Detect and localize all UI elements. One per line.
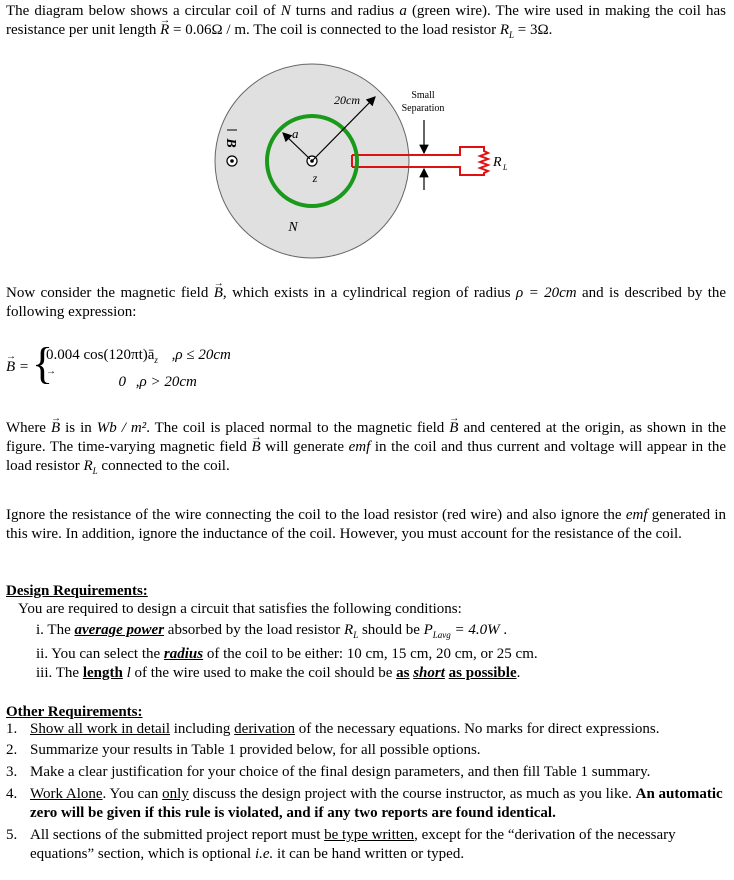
symbol-R-bar: → R <box>160 22 169 38</box>
where-text: Where <box>6 420 46 436</box>
list-item <box>6 741 728 760</box>
item-text: including <box>169 721 235 737</box>
rho-value: ρ = 20cm <box>515 285 577 301</box>
case2-cond: ,ρ > 20cm <box>135 374 197 390</box>
item-text: The <box>47 622 71 638</box>
design-item-iii <box>36 664 726 683</box>
label-20cm: 20cm <box>334 93 360 107</box>
item-text: The <box>55 665 80 681</box>
item-text: Make a clear justification for your choice of the final design parameters, and then fill Table 1 summary. <box>30 764 651 780</box>
item-text: Summarize your results in Table 1 provided below, for all possible options. <box>30 742 481 758</box>
intro-text: . <box>548 22 553 38</box>
where-text: . The coil is placed normal to the magnetic field <box>146 420 445 436</box>
symbol-B-vec: → B <box>449 420 458 436</box>
case2-expr: → 0 <box>46 373 126 392</box>
ignore-text: Ignore the resistance of the wire connecting the coil to the load resistor (red wire) and also ignore the <box>6 507 622 523</box>
equation-lhs: → B = <box>6 358 29 377</box>
case1-cond: ,ρ ≤ 20cm <box>171 347 231 363</box>
ignore-paragraph <box>6 506 726 544</box>
field-paragraph <box>6 284 726 322</box>
as-short-term: as <box>396 665 410 681</box>
item-number: 4. <box>6 786 18 802</box>
symbol-RL: R <box>499 22 509 38</box>
length-term: length <box>82 665 123 681</box>
average-power-term: average power <box>74 622 165 638</box>
item-text: i.e. <box>254 846 274 862</box>
field-text: , which exists in a cylindrical region of radius <box>222 285 511 301</box>
coil-diagram <box>0 0 734 280</box>
item-text: of the wire used to make the coil should be <box>134 665 393 681</box>
emf-term: emf <box>348 439 371 455</box>
load-resistor-icon <box>448 147 488 175</box>
case1-sub: z <box>154 355 158 365</box>
where-paragraph <box>6 419 726 481</box>
item-text: All sections of the submitted project report must <box>30 827 325 843</box>
symbol-B-vec: → B <box>51 420 60 436</box>
field-text: and is described by the following expression: <box>6 285 727 320</box>
item-text: absorbed by the load resistor <box>167 622 341 638</box>
resistance-value: = 0.06Ω / m <box>173 22 246 38</box>
item-text: discuss the design project with the course instructor, as much as you like. <box>188 786 636 802</box>
label-small: Small <box>411 90 435 101</box>
radius-term: radius <box>163 646 204 662</box>
item-text: should be <box>361 622 420 638</box>
label-B: B <box>223 138 238 148</box>
symbol-P-sub: Lavg <box>432 630 451 640</box>
symbol-N: N <box>280 3 291 19</box>
item-text: derivation <box>234 721 295 737</box>
list-item <box>6 720 728 739</box>
symbol-a: a <box>399 3 407 19</box>
short-term: short <box>413 665 445 681</box>
other-heading: Other Requirements: <box>6 704 143 720</box>
symbol-P: P <box>423 622 433 638</box>
item-text: . <box>516 665 521 681</box>
item-text: Show all work in detail <box>30 721 170 737</box>
case1-expr: 0.004 cos(120πt)ā <box>46 347 155 363</box>
units-value: Wb / m² <box>96 420 147 436</box>
where-text: in the coil and thus current and voltage will appear in the load resistor <box>6 439 727 474</box>
item-number: iii. <box>36 665 53 681</box>
symbol-RL: R <box>83 458 93 474</box>
label-z: z <box>312 171 318 185</box>
intro-text: turns and radius <box>295 3 395 19</box>
symbol-B-vec: → B <box>214 285 223 301</box>
equation-case2 <box>46 373 197 392</box>
symbol-l: l <box>126 665 131 681</box>
field-equation <box>6 340 406 396</box>
item-number: 1. <box>6 721 18 737</box>
item-text: You can select the <box>51 646 161 662</box>
item-number: 2. <box>6 742 18 758</box>
warning-text: An automatic zero will be given if this rule is violated, and if any two reports are found identical. <box>30 786 723 821</box>
item-number: ii. <box>36 646 49 662</box>
list-item <box>6 826 728 864</box>
symbol-B-vec: → B <box>252 439 261 455</box>
where-text: connected to the coil. <box>101 458 230 474</box>
as-possible-term: as possible <box>448 665 517 681</box>
item-text: be type written <box>324 827 415 843</box>
item-text: it can be hand written or typed. <box>273 846 465 862</box>
item-text: only <box>162 786 189 802</box>
where-text: and centered at the origin, as shown in the figure. The time-varying magnetic field <box>6 420 727 455</box>
design-item-ii <box>36 645 726 664</box>
symbol-RL-sub: L <box>353 630 359 640</box>
where-text: will generate <box>265 439 344 455</box>
label-N: N <box>288 220 298 235</box>
list-item <box>6 785 728 823</box>
power-value: = 4.0W <box>454 622 500 638</box>
label-RL: R <box>493 155 502 170</box>
list-item <box>6 763 728 782</box>
item-text: . You can <box>102 786 163 802</box>
equation-brace: { <box>32 339 54 388</box>
symbol-RL-sub: L <box>92 466 98 476</box>
item-text: of the necessary equations. No marks for direct expressions. <box>294 721 660 737</box>
where-text: is in <box>65 420 92 436</box>
symbol-RL: R <box>344 622 354 638</box>
label-separation: Separation <box>401 103 445 114</box>
intro-text: The diagram below shows a circular coil of <box>6 3 276 19</box>
item-number: i. <box>36 622 44 638</box>
ignore-text: generated in this wire. In addition, ignore the inductance of the coil. However, you must account for the resistance of the coil. <box>6 507 727 542</box>
intro-text: . The coil is connected to the load resistor <box>246 22 497 38</box>
label-a: a <box>292 126 299 141</box>
item-number: 5. <box>6 827 18 843</box>
load-value: = 3Ω <box>517 22 549 38</box>
symbol-RL-sub: L <box>509 30 515 40</box>
design-item-i <box>36 621 726 645</box>
design-intro: You are required to design a circuit that satisfies the following conditions: <box>18 601 462 617</box>
b-field-dot <box>230 159 234 163</box>
item-number: 3. <box>6 764 18 780</box>
emf-term: emf <box>625 507 648 523</box>
design-heading: Design Requirements: <box>6 583 148 599</box>
item-text: Work Alone <box>30 786 103 802</box>
intro-text: (green wire). The wire used in making the coil has resistance per unit length <box>6 3 727 38</box>
item-text: of the coil to be either: 10 cm, 15 cm, 20 cm, or 25 cm. <box>206 646 538 662</box>
field-text: Now consider the magnetic field <box>6 285 209 301</box>
item-text: , except for the “derivation of the necessary equations” section, which is optional <box>30 827 676 862</box>
equation-case1 <box>46 346 231 370</box>
label-RL-sub: L <box>503 163 508 172</box>
item-text: . <box>503 622 508 638</box>
other-requirements-list <box>6 720 728 864</box>
